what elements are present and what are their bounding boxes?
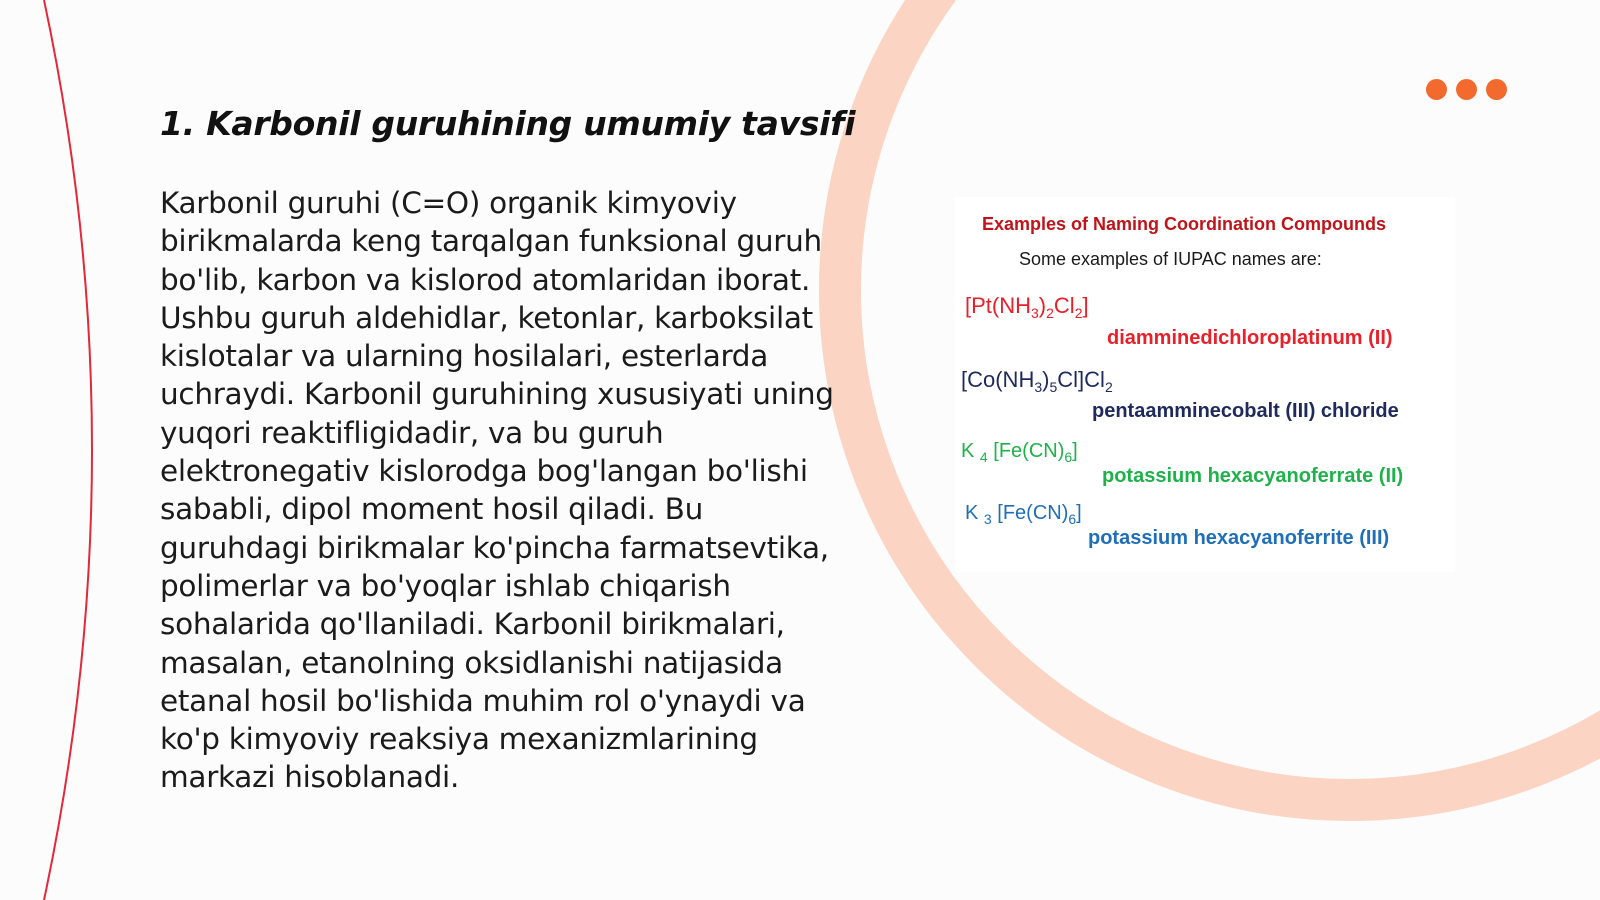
formula-3-subscript: 4 xyxy=(979,449,988,465)
formula-2-part: [Co(NH xyxy=(961,367,1035,392)
formula-2-subscript: 5 xyxy=(1049,379,1058,395)
formula-4-part: ] xyxy=(1076,502,1082,524)
formula-1 xyxy=(965,293,1089,321)
compound-name-2: pentaamminecobalt (III) chloride xyxy=(1092,400,1399,422)
formula-4-part: [Fe(CN) xyxy=(991,502,1069,524)
formula-4-subscript: 6 xyxy=(1068,511,1077,527)
formula-3-part: K xyxy=(961,440,980,462)
formula-1-subscript: 2 xyxy=(1046,305,1054,321)
formula-1-subscript: 3 xyxy=(1031,305,1039,321)
formula-3 xyxy=(961,440,1078,465)
formula-1-subscript: 2 xyxy=(1074,305,1083,321)
formula-3-part: [Fe(CN) xyxy=(987,440,1065,462)
decorative-dots xyxy=(1426,79,1516,101)
formula-2-part: Cl]Cl xyxy=(1057,367,1105,392)
formula-4-part: K xyxy=(965,502,984,524)
formula-1-part: [Pt(NH xyxy=(965,293,1031,318)
coordination-compounds-figure xyxy=(955,197,1455,572)
formula-2-part: ) xyxy=(1042,367,1050,392)
decorative-dot-2 xyxy=(1456,79,1477,100)
compound-name-4: potassium hexacyanoferrite (III) xyxy=(1088,527,1390,549)
slide-title: 1. Karbonil guruhining umumiy tavsifi xyxy=(160,104,856,143)
formula-1-part: ] xyxy=(1082,293,1089,318)
formula-2 xyxy=(961,367,1113,395)
compound-name-1: diamminedichloroplatinum (II) xyxy=(1107,327,1393,349)
formula-3-subscript: 6 xyxy=(1064,449,1073,465)
figure-title: Examples of Naming Coordination Compounds xyxy=(982,214,1387,234)
compound-name-3: potassium hexacyanoferrate (II) xyxy=(1102,465,1404,487)
formula-2-subscript: 3 xyxy=(1034,379,1043,395)
decorative-dot-1 xyxy=(1426,79,1447,100)
formula-1-part: Cl xyxy=(1053,293,1075,318)
figure-subtitle: Some examples of IUPAC names are: xyxy=(1019,249,1322,269)
decorative-red-curve xyxy=(44,0,92,900)
formula-4 xyxy=(965,502,1082,527)
formula-2-subscript: 2 xyxy=(1104,379,1113,395)
slide-body-text: Karbonil guruhi (C=O) organik kimyoviy birikmalarda keng tarqalgan funksional guruh bo'lib, karbon va kislorod atomlaridan iborat. Ushbu guruh aldehidlar, ketonlar, karboksilat kislotalar va ularning hosilalari, esterlarda uchraydi. Karbonil guruhining xususiyati uning yuqori reaktifligidadir, va bu guruh elektronegativ kislorodga bog'langan bo'lishi sababli, dipol moment hosil qiladi. Bu guruhdagi birikmalar ko'pincha farmatsevtika, polimerlar va bo'yoqlar ishlab chiqarish sohalarida qo'llaniladi. Karbonil birikmalari, masalan, etanolning oksidlanishi natijasida etanal hosil bo'lishida muhim rol o'ynaydi va ko'p kimyoviy reaksiya mexanizmlarining markazi hisoblanadi. xyxy=(160,186,834,795)
formula-1-part: ) xyxy=(1038,293,1047,318)
formula-3-part: ] xyxy=(1072,440,1078,462)
decorative-dot-3 xyxy=(1486,79,1507,100)
formula-4-subscript: 3 xyxy=(983,511,992,527)
